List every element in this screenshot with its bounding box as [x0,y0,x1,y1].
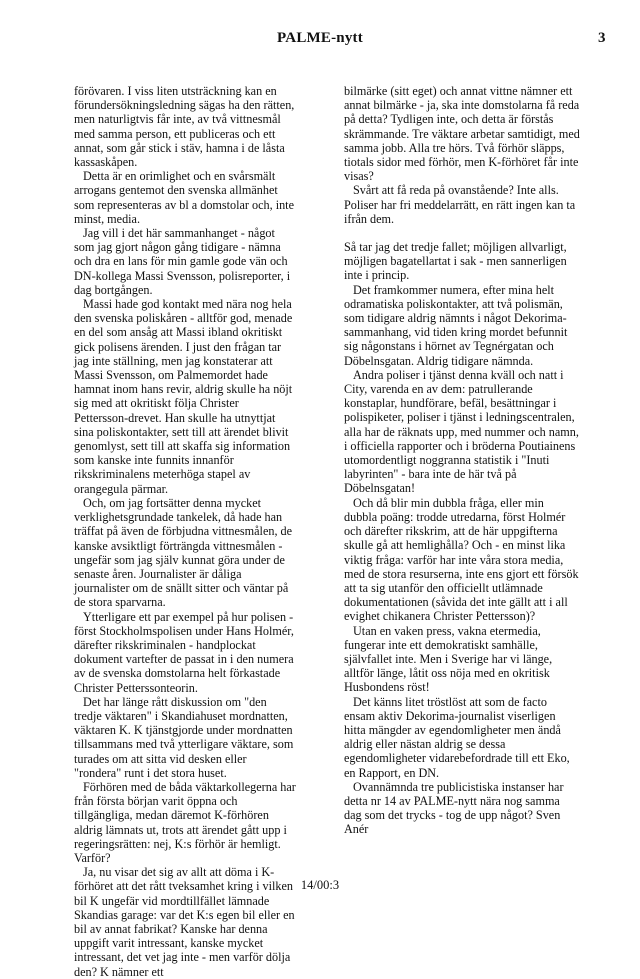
article-paragraph: Ja, nu visar det sig av allt att döma i K-förhöret att det rått tveksamhet kring i vilken bil K ungefär vid mordtillfället lämnade Skandias garage: var det K:s egen bil eller en bil av annat fabrikat? Kanske har denna uppgift varit intressant, kanske mycket intressant, det vet jag inte - men varför dölja den? K nämner ett [74,865,295,979]
article-paragraph: Massi hade god kontakt med nära nog hela den svenska poliskåren - alltför god, menade en del som ansåg att Massi ibland okritiskt gick polisens ärenden. I just den frågan tar jag inte ställning, men jag konstaterar att Massi Svensson, om Palmemordet hade hamnat inom hans revir, aldrig skulle ha nöjt sig med att okritiskt följa Christer Pettersson-drevet. Han skulle ha utnyttjat sina poliskontakter, sett till att ärendet blivit genomlyst, sett till att skaffa sig information som kanske inte funnits innanför rikskriminalens meterhöga stapel av orangegula pärmar. [74,297,293,496]
article-paragraph: Ytterligare ett par exempel på hur polisen - först Stockholmspolisen under Hans Holmér, därefter rikskriminalen - handplockat dokument vartefter de passat in i den numera av de svenska domstolarna helt förkastade Christer Petterssonteorin. [74,609,294,695]
article-paragraph: bilmärke (sitt eget) och annat vittne nämner ett annat bilmärke - ja, ska inte domstolarna få reda på detta? Tydligen inte, och detta är förstås skrämmande. Tre väktare arbetar samtidigt, med samma jobb. Alla tre hörs. Två förhör släpps, tiotals sidor med förhör, men K-förhöret får inte visas? [344,84,580,184]
section-opening-paragraph: Så tar jag det tredje fallet; möjligen allvarligt, möjligen bagatellartat i sak - men sannerligen inte i princip. [344,240,567,283]
article-paragraph: Svårt att få reda på ovanstående? Inte alls. Poliser har fri meddelarrätt, en rätt ingen kan ta ifrån dem. [344,183,576,226]
article-paragraph: Andra poliser i tjänst denna kväll och natt i City, varenda en av dem: patrullerande konstaplar, hundförare, befäl, besättningar i polispiketer, poliser i tjänst i ledningscentralen, alla har de räknats upp, med nummer och namn, i officiella rapporter och i bröderna Poutiainens utomordentligt noggranna statistik i "Inuti labyrinten" - bara inte de här två på Döbelnsgatan! [344,367,579,496]
left-column [74,84,296,979]
article-paragraph: förövaren. I viss liten utsträckning kan en förundersökningsledning sägas ha den rätten, men naturligtvis får inte, av två vittnesmål med samma person, ett publiceras och ett annat, som går stick i stäv, hamna i de låsta kassaskåpen. [74,84,295,170]
issue-code: 14/00:3 [300,878,340,892]
article-paragraph: Ovannämnda tre publicistiska instanser har detta nr 14 av PALME-nytt nära nog samma dag som det trycks - tog de upp något? Sven Anér [344,779,564,837]
article-paragraph: Det framkommer numera, efter mina helt odramatiska poliskontakter, att två polismän, som tidigare aldrig nämnts i något Dekorima-sammanhang, vid tiden kring mordet befunnit sig någonstans i hörnet av Tegnérgatan och Döbelnsgatan. Aldrig tidigare nämnda. [344,282,568,368]
article-paragraph: Detta är en orimlighet och en svårsmält arrogans gentemot den svenska allmänhet som representeras av bl a domstolar och, inte minst, media. [74,169,294,226]
article-paragraph: Förhören med de båda väktarkollegerna har från första början varit öppna och tillgängliga, medan däremot K-förhören aldrig lämnats ut, trots att ärendet gått upp i regeringsrätten: nej, K:s förhör är hemligt. Varför? [74,779,296,865]
newsletter-title: PALME-nytt [277,30,363,46]
article-paragraph: Och, om jag fortsätter denna mycket verklighetsgrundade tankelek, då hade han träffat på även de förbjudna vittnesmålen, de kanske avsiktligt förträngda vittnesmålen - ungefär som jag själv kunnat göra under de senaste åren. Journalister är dåliga journalister om de snällt sitter och väntar på de stora sparvarna. [74,495,293,610]
article-paragraph: Det känns litet tröstlöst att som de facto ensam aktiv Dekorima-journalist viserligen hitta mängder av egendomligheter men ändå aldrig eller nästan aldrig se dessa egendomligheter vidarebefordrade till ett Eko, en Rapport, en DN. [344,694,570,780]
article-paragraph: Jag vill i det här sammanhanget - något som jag gjort någon gång tidigare - nämna och dra en lans för min gamle gode vän och DN-kollega Massi Svensson, polisreporter, i dag bortgången. [74,226,291,297]
article-paragraph: Och då blir min dubbla fråga, eller min dubbla poäng: trodde utredarna, först Holmér och därefter rikskrim, att de här uppgifterna skulle gå att hemlighålla? Och - en minst lika viktig fråga: varför har inte våra stora media, med de stora resurserna, inte ens gjort ett försök att ta sig utanför den officiellt utlämnade dokumentationen (såvida det inte gällt att i all evighet chikanera Christer Pettersson)? [344,495,579,624]
right-column [344,84,580,837]
article-paragraph: Det har länge rått diskussion om "den tredje väktaren" i Skandiahuset mordnatten, väktaren K. K tjänstgjorde under mordnatten tillsammans med två ytterligare väktare, som turades om att sitta vid desken eller "rondera" runt i det stora huset. [74,694,294,780]
article-paragraph: Utan en vaken press, vakna etermedia, fungerar inte ett demokratiskt samhälle, självfallet inte. Men i Sverige har vi länge, alltför länge, låtit oss nöja med en okritisk Husbondens röst! [344,623,553,695]
page-number: 3 [598,30,606,46]
